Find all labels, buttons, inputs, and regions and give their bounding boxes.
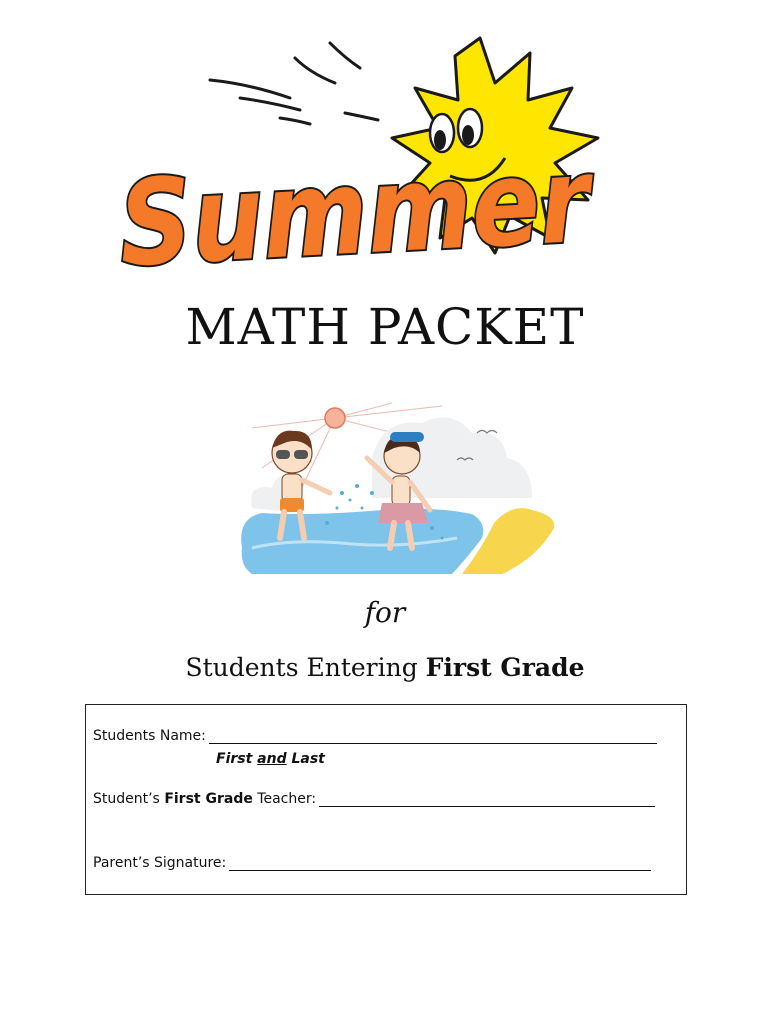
- teacher-label-grade: First Grade: [164, 791, 253, 807]
- grade-subtitle: [0, 653, 770, 682]
- summer-logo: [110, 28, 676, 293]
- teacher-label-pre: Student’s: [93, 791, 160, 807]
- ball-icon: [325, 408, 345, 428]
- page-title: MATH PACKET: [185, 298, 585, 356]
- name-hint-and: and: [257, 751, 287, 767]
- signature-row: [93, 855, 651, 871]
- teacher-label-post: Teacher:: [257, 791, 317, 807]
- subtitle-prefix: Students Entering: [185, 653, 418, 682]
- wind-lines: [210, 43, 378, 124]
- signature-label: Parent’s Signature:: [93, 855, 227, 871]
- name-hint-first: First: [216, 751, 253, 767]
- beach-illustration: [232, 398, 558, 574]
- subtitle-grade: First Grade: [425, 653, 585, 682]
- signature-field[interactable]: [229, 856, 651, 871]
- name-hint-last: Last: [291, 751, 325, 767]
- student-name-label: Students Name:: [93, 728, 206, 744]
- student-info-form: [85, 704, 687, 895]
- for-label: for: [364, 596, 406, 629]
- teacher-field[interactable]: [319, 792, 655, 807]
- teacher-row: [93, 791, 655, 807]
- student-name-row: [93, 728, 657, 744]
- name-hint: [216, 751, 325, 767]
- logo-word: Summer: [115, 126, 676, 293]
- student-name-field[interactable]: [209, 729, 657, 744]
